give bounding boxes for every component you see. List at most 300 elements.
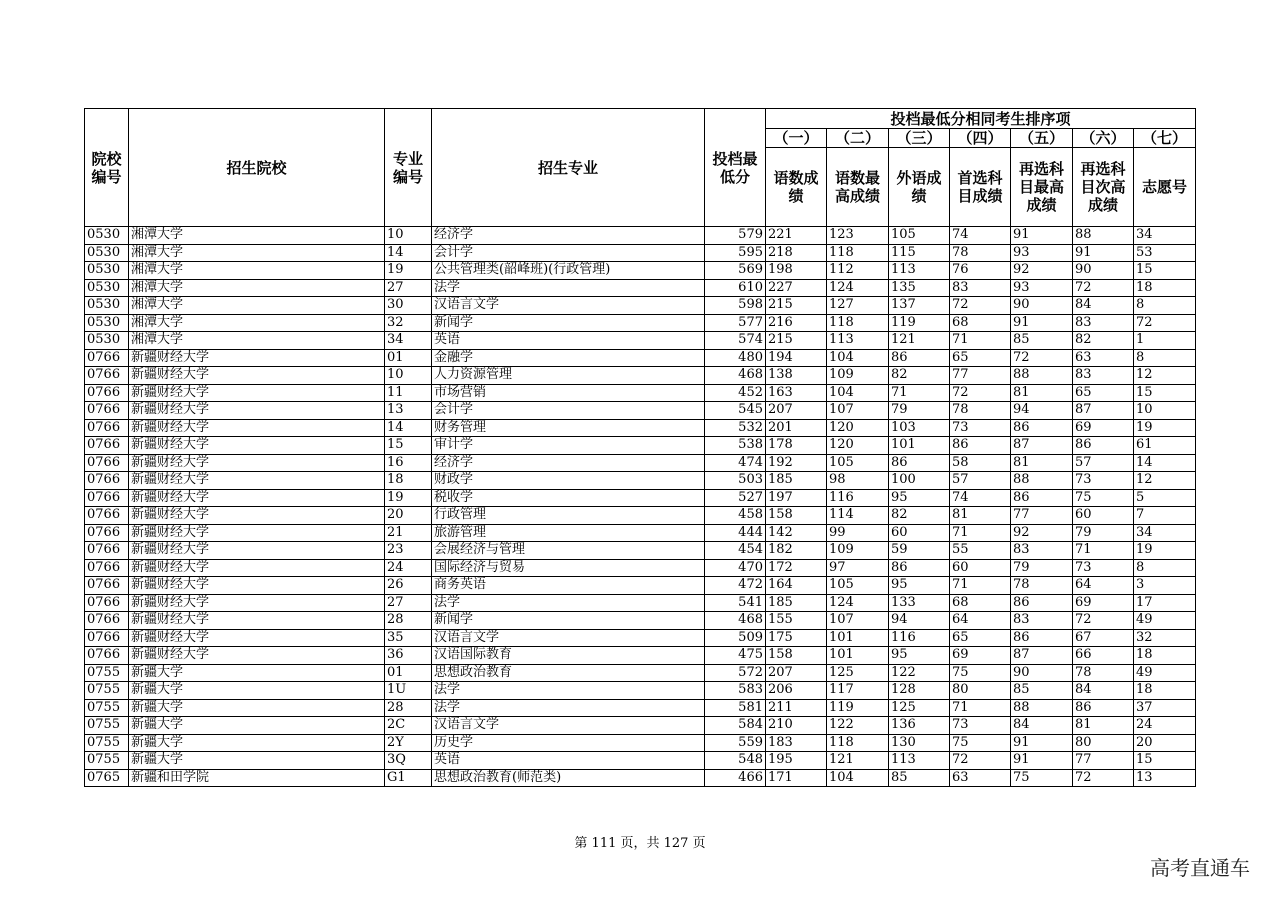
cell-second-next: 77 <box>1073 752 1134 770</box>
cell-first-subject: 72 <box>950 752 1011 770</box>
cell-school-code: 0755 <box>85 664 129 682</box>
cell-wish-number: 15 <box>1134 384 1196 402</box>
table-row <box>85 472 1196 490</box>
table-row <box>85 542 1196 560</box>
cell-school-code: 0530 <box>85 262 129 280</box>
table-row <box>85 262 1196 280</box>
cell-second-next: 72 <box>1073 769 1134 787</box>
cell-foreign-lang: 128 <box>889 682 950 700</box>
cell-second-max: 92 <box>1011 262 1073 280</box>
cell-school-name: 新疆财经大学 <box>129 647 385 665</box>
cell-major-code: 20 <box>385 507 432 525</box>
cell-wish-number: 37 <box>1134 699 1196 717</box>
cell-major-code: 19 <box>385 262 432 280</box>
cell-min-score: 548 <box>705 752 766 770</box>
cell-first-subject: 69 <box>950 647 1011 665</box>
cell-second-max: 86 <box>1011 489 1073 507</box>
cell-second-next: 86 <box>1073 699 1134 717</box>
cell-min-score: 584 <box>705 717 766 735</box>
cell-first-subject: 77 <box>950 367 1011 385</box>
cell-wish-number: 14 <box>1134 454 1196 472</box>
table-row <box>85 717 1196 735</box>
cell-yushu-max: 118 <box>827 314 889 332</box>
cell-second-max: 93 <box>1011 279 1073 297</box>
cell-foreign-lang: 79 <box>889 402 950 420</box>
cell-major-code: 01 <box>385 349 432 367</box>
cell-second-next: 81 <box>1073 717 1134 735</box>
cell-wish-number: 20 <box>1134 734 1196 752</box>
cell-major-code: 35 <box>385 629 432 647</box>
cell-wish-number: 5 <box>1134 489 1196 507</box>
cell-first-subject: 74 <box>950 489 1011 507</box>
cell-foreign-lang: 86 <box>889 559 950 577</box>
cell-foreign-lang: 121 <box>889 332 950 350</box>
cell-yushu-score: 216 <box>766 314 827 332</box>
cell-yushu-max: 118 <box>827 244 889 262</box>
cell-wish-number: 19 <box>1134 419 1196 437</box>
cell-foreign-lang: 94 <box>889 612 950 630</box>
table-row <box>85 507 1196 525</box>
header-major-name: 招生专业 <box>432 109 705 227</box>
cell-first-subject: 76 <box>950 262 1011 280</box>
cell-yushu-max: 109 <box>827 542 889 560</box>
cell-major-name: 汉语言文学 <box>432 629 705 647</box>
cell-yushu-score: 183 <box>766 734 827 752</box>
cell-school-name: 湘潭大学 <box>129 244 385 262</box>
cell-foreign-lang: 95 <box>889 647 950 665</box>
cell-school-name: 新疆财经大学 <box>129 367 385 385</box>
cell-foreign-lang: 103 <box>889 419 950 437</box>
cell-wish-number: 8 <box>1134 297 1196 315</box>
cell-school-name: 新疆财经大学 <box>129 472 385 490</box>
cell-major-code: 2C <box>385 717 432 735</box>
cell-second-max: 91 <box>1011 227 1073 245</box>
cell-first-subject: 65 <box>950 349 1011 367</box>
cell-foreign-lang: 86 <box>889 349 950 367</box>
cell-wish-number: 1 <box>1134 332 1196 350</box>
table-row <box>85 489 1196 507</box>
cell-wish-number: 49 <box>1134 664 1196 682</box>
cell-second-next: 69 <box>1073 594 1134 612</box>
cell-yushu-score: 221 <box>766 227 827 245</box>
cell-yushu-max: 101 <box>827 629 889 647</box>
table-row <box>85 279 1196 297</box>
cell-min-score: 466 <box>705 769 766 787</box>
cell-major-code: 11 <box>385 384 432 402</box>
cell-second-next: 72 <box>1073 612 1134 630</box>
cell-school-name: 新疆财经大学 <box>129 577 385 595</box>
header-sub-number: （五） <box>1011 129 1073 148</box>
cell-major-name: 人力资源管理 <box>432 367 705 385</box>
cell-school-code: 0766 <box>85 559 129 577</box>
cell-foreign-lang: 125 <box>889 699 950 717</box>
cell-school-code: 0755 <box>85 717 129 735</box>
cell-second-next: 84 <box>1073 682 1134 700</box>
cell-first-subject: 75 <box>950 664 1011 682</box>
cell-second-max: 81 <box>1011 384 1073 402</box>
cell-second-next: 86 <box>1073 437 1134 455</box>
cell-major-code: 36 <box>385 647 432 665</box>
cell-major-name: 法学 <box>432 682 705 700</box>
cell-yushu-score: 164 <box>766 577 827 595</box>
cell-major-code: 19 <box>385 489 432 507</box>
cell-min-score: 541 <box>705 594 766 612</box>
cell-major-code: 32 <box>385 314 432 332</box>
cell-first-subject: 60 <box>950 559 1011 577</box>
cell-second-next: 78 <box>1073 664 1134 682</box>
cell-second-next: 65 <box>1073 384 1134 402</box>
cell-school-code: 0766 <box>85 437 129 455</box>
cell-min-score: 577 <box>705 314 766 332</box>
cell-wish-number: 12 <box>1134 367 1196 385</box>
cell-first-subject: 71 <box>950 699 1011 717</box>
cell-first-subject: 81 <box>950 507 1011 525</box>
cell-foreign-lang: 85 <box>889 769 950 787</box>
cell-major-name: 国际经济与贸易 <box>432 559 705 577</box>
cell-foreign-lang: 130 <box>889 734 950 752</box>
cell-yushu-score: 210 <box>766 717 827 735</box>
cell-yushu-max: 113 <box>827 332 889 350</box>
cell-second-max: 86 <box>1011 594 1073 612</box>
cell-first-subject: 63 <box>950 769 1011 787</box>
cell-yushu-score: 163 <box>766 384 827 402</box>
cell-wish-number: 8 <box>1134 559 1196 577</box>
cell-wish-number: 72 <box>1134 314 1196 332</box>
cell-yushu-score: 182 <box>766 542 827 560</box>
cell-min-score: 474 <box>705 454 766 472</box>
cell-first-subject: 71 <box>950 577 1011 595</box>
cell-major-name: 金融学 <box>432 349 705 367</box>
cell-school-code: 0530 <box>85 279 129 297</box>
cell-min-score: 468 <box>705 612 766 630</box>
cell-first-subject: 64 <box>950 612 1011 630</box>
cell-major-code: 14 <box>385 419 432 437</box>
cell-first-subject: 58 <box>950 454 1011 472</box>
cell-min-score: 581 <box>705 699 766 717</box>
cell-major-name: 公共管理类(韶峰班)(行政管理) <box>432 262 705 280</box>
cell-second-max: 90 <box>1011 297 1073 315</box>
cell-second-max: 84 <box>1011 717 1073 735</box>
cell-first-subject: 86 <box>950 437 1011 455</box>
cell-second-max: 92 <box>1011 524 1073 542</box>
cell-min-score: 480 <box>705 349 766 367</box>
cell-yushu-max: 98 <box>827 472 889 490</box>
cell-yushu-max: 112 <box>827 262 889 280</box>
cell-second-next: 82 <box>1073 332 1134 350</box>
cell-yushu-score: 207 <box>766 664 827 682</box>
cell-major-name: 经济学 <box>432 227 705 245</box>
cell-school-code: 0765 <box>85 769 129 787</box>
cell-wish-number: 17 <box>1134 594 1196 612</box>
cell-school-code: 0755 <box>85 682 129 700</box>
cell-yushu-score: 215 <box>766 297 827 315</box>
cell-wish-number: 7 <box>1134 507 1196 525</box>
cell-school-name: 湘潭大学 <box>129 332 385 350</box>
cell-first-subject: 73 <box>950 419 1011 437</box>
cell-major-code: 23 <box>385 542 432 560</box>
cell-yushu-max: 123 <box>827 227 889 245</box>
cell-foreign-lang: 122 <box>889 664 950 682</box>
cell-wish-number: 15 <box>1134 752 1196 770</box>
cell-school-code: 0530 <box>85 314 129 332</box>
cell-foreign-lang: 119 <box>889 314 950 332</box>
cell-min-score: 595 <box>705 244 766 262</box>
cell-major-name: 经济学 <box>432 454 705 472</box>
cell-second-max: 91 <box>1011 734 1073 752</box>
table-row <box>85 612 1196 630</box>
cell-yushu-max: 124 <box>827 594 889 612</box>
cell-min-score: 574 <box>705 332 766 350</box>
cell-foreign-lang: 100 <box>889 472 950 490</box>
table-row <box>85 577 1196 595</box>
cell-school-name: 新疆财经大学 <box>129 542 385 560</box>
cell-major-code: 18 <box>385 472 432 490</box>
cell-yushu-max: 107 <box>827 402 889 420</box>
cell-wish-number: 32 <box>1134 629 1196 647</box>
cell-wish-number: 34 <box>1134 227 1196 245</box>
cell-second-max: 93 <box>1011 244 1073 262</box>
cell-min-score: 569 <box>705 262 766 280</box>
cell-first-subject: 80 <box>950 682 1011 700</box>
cell-yushu-score: 142 <box>766 524 827 542</box>
cell-yushu-max: 118 <box>827 734 889 752</box>
cell-major-code: 2Y <box>385 734 432 752</box>
table-row <box>85 664 1196 682</box>
cell-major-name: 新闻学 <box>432 314 705 332</box>
cell-wish-number: 49 <box>1134 612 1196 630</box>
cell-second-next: 57 <box>1073 454 1134 472</box>
cell-yushu-score: 192 <box>766 454 827 472</box>
table-row <box>85 244 1196 262</box>
cell-min-score: 454 <box>705 542 766 560</box>
cell-school-code: 0766 <box>85 542 129 560</box>
cell-min-score: 572 <box>705 664 766 682</box>
cell-yushu-score: 171 <box>766 769 827 787</box>
cell-yushu-max: 107 <box>827 612 889 630</box>
cell-foreign-lang: 137 <box>889 297 950 315</box>
cell-min-score: 503 <box>705 472 766 490</box>
cell-school-code: 0766 <box>85 629 129 647</box>
cell-major-name: 财政学 <box>432 472 705 490</box>
cell-min-score: 444 <box>705 524 766 542</box>
cell-yushu-score: 185 <box>766 472 827 490</box>
cell-second-next: 79 <box>1073 524 1134 542</box>
cell-school-name: 湘潭大学 <box>129 279 385 297</box>
cell-major-code: 27 <box>385 279 432 297</box>
cell-first-subject: 73 <box>950 717 1011 735</box>
table-row <box>85 734 1196 752</box>
cell-school-code: 0755 <box>85 734 129 752</box>
table-row <box>85 384 1196 402</box>
cell-major-name: 会展经济与管理 <box>432 542 705 560</box>
cell-first-subject: 55 <box>950 542 1011 560</box>
cell-yushu-score: 211 <box>766 699 827 717</box>
header-sub-number: （七） <box>1134 129 1196 148</box>
cell-first-subject: 83 <box>950 279 1011 297</box>
header-sub-number: （六） <box>1073 129 1134 148</box>
cell-school-name: 新疆大学 <box>129 682 385 700</box>
cell-second-next: 84 <box>1073 297 1134 315</box>
cell-second-max: 88 <box>1011 367 1073 385</box>
cell-major-name: 市场营销 <box>432 384 705 402</box>
cell-second-max: 85 <box>1011 332 1073 350</box>
cell-min-score: 470 <box>705 559 766 577</box>
cell-school-code: 0530 <box>85 244 129 262</box>
cell-major-code: 26 <box>385 577 432 595</box>
cell-wish-number: 61 <box>1134 437 1196 455</box>
cell-min-score: 472 <box>705 577 766 595</box>
cell-wish-number: 3 <box>1134 577 1196 595</box>
cell-second-next: 83 <box>1073 314 1134 332</box>
table-row <box>85 419 1196 437</box>
cell-major-name: 法学 <box>432 699 705 717</box>
cell-yushu-max: 104 <box>827 384 889 402</box>
cell-first-subject: 74 <box>950 227 1011 245</box>
cell-first-subject: 65 <box>950 629 1011 647</box>
cell-second-max: 83 <box>1011 612 1073 630</box>
header-sub-number: （四） <box>950 129 1011 148</box>
cell-min-score: 559 <box>705 734 766 752</box>
header-sub-label: 语数成绩 <box>766 148 827 227</box>
cell-yushu-score: 197 <box>766 489 827 507</box>
cell-wish-number: 24 <box>1134 717 1196 735</box>
cell-foreign-lang: 116 <box>889 629 950 647</box>
cell-foreign-lang: 113 <box>889 262 950 280</box>
cell-wish-number: 10 <box>1134 402 1196 420</box>
cell-first-subject: 71 <box>950 524 1011 542</box>
cell-first-subject: 68 <box>950 594 1011 612</box>
table-row <box>85 227 1196 245</box>
cell-yushu-max: 109 <box>827 367 889 385</box>
cell-major-name: 法学 <box>432 594 705 612</box>
cell-yushu-score: 175 <box>766 629 827 647</box>
cell-min-score: 538 <box>705 437 766 455</box>
cell-major-name: 英语 <box>432 332 705 350</box>
table-row <box>85 769 1196 787</box>
cell-school-name: 新疆财经大学 <box>129 349 385 367</box>
cell-school-code: 0766 <box>85 524 129 542</box>
cell-first-subject: 57 <box>950 472 1011 490</box>
cell-second-max: 88 <box>1011 699 1073 717</box>
cell-foreign-lang: 82 <box>889 507 950 525</box>
cell-major-code: 24 <box>385 559 432 577</box>
cell-yushu-max: 114 <box>827 507 889 525</box>
cell-second-next: 64 <box>1073 577 1134 595</box>
cell-first-subject: 75 <box>950 734 1011 752</box>
cell-school-name: 新疆大学 <box>129 717 385 735</box>
cell-school-name: 新疆财经大学 <box>129 437 385 455</box>
cell-second-next: 88 <box>1073 227 1134 245</box>
cell-major-name: 英语 <box>432 752 705 770</box>
cell-second-max: 86 <box>1011 419 1073 437</box>
cell-second-max: 79 <box>1011 559 1073 577</box>
cell-min-score: 532 <box>705 419 766 437</box>
cell-major-name: 思想政治教育 <box>432 664 705 682</box>
cell-foreign-lang: 136 <box>889 717 950 735</box>
cell-second-next: 90 <box>1073 262 1134 280</box>
cell-major-code: 15 <box>385 437 432 455</box>
cell-first-subject: 68 <box>950 314 1011 332</box>
table-header <box>85 109 1196 227</box>
cell-school-code: 0766 <box>85 454 129 472</box>
header-school-code: 院校编号 <box>85 109 129 227</box>
cell-second-max: 87 <box>1011 647 1073 665</box>
cell-yushu-score: 158 <box>766 507 827 525</box>
cell-foreign-lang: 101 <box>889 437 950 455</box>
cell-yushu-max: 120 <box>827 437 889 455</box>
cell-foreign-lang: 59 <box>889 542 950 560</box>
cell-min-score: 583 <box>705 682 766 700</box>
cell-yushu-score: 194 <box>766 349 827 367</box>
cell-second-max: 77 <box>1011 507 1073 525</box>
cell-yushu-score: 158 <box>766 647 827 665</box>
cell-major-code: 27 <box>385 594 432 612</box>
cell-second-max: 91 <box>1011 752 1073 770</box>
cell-school-name: 湘潭大学 <box>129 262 385 280</box>
table-row <box>85 559 1196 577</box>
cell-wish-number: 18 <box>1134 647 1196 665</box>
table-row <box>85 454 1196 472</box>
cell-school-name: 新疆财经大学 <box>129 384 385 402</box>
header-school-name: 招生院校 <box>129 109 385 227</box>
cell-school-name: 新疆大学 <box>129 734 385 752</box>
cell-school-name: 新疆财经大学 <box>129 524 385 542</box>
cell-first-subject: 78 <box>950 244 1011 262</box>
cell-second-next: 73 <box>1073 472 1134 490</box>
cell-yushu-max: 120 <box>827 419 889 437</box>
cell-second-max: 94 <box>1011 402 1073 420</box>
cell-major-name: 会计学 <box>432 244 705 262</box>
cell-min-score: 545 <box>705 402 766 420</box>
table-row <box>85 402 1196 420</box>
cell-major-name: 商务英语 <box>432 577 705 595</box>
cell-school-name: 新疆财经大学 <box>129 559 385 577</box>
cell-min-score: 475 <box>705 647 766 665</box>
cell-major-name: 法学 <box>432 279 705 297</box>
cell-school-code: 0766 <box>85 402 129 420</box>
cell-school-name: 湘潭大学 <box>129 314 385 332</box>
cell-major-name: 汉语言文学 <box>432 717 705 735</box>
cell-school-name: 新疆大学 <box>129 699 385 717</box>
cell-second-next: 71 <box>1073 542 1134 560</box>
cell-major-name: 历史学 <box>432 734 705 752</box>
cell-yushu-max: 116 <box>827 489 889 507</box>
cell-second-max: 88 <box>1011 472 1073 490</box>
table-row <box>85 752 1196 770</box>
table-row <box>85 314 1196 332</box>
cell-school-code: 0766 <box>85 577 129 595</box>
header-sub-label: 再选科目次高成绩 <box>1073 148 1134 227</box>
watermark-logo-text: 高考直通车 <box>1150 856 1250 880</box>
cell-second-max: 86 <box>1011 629 1073 647</box>
cell-foreign-lang: 82 <box>889 367 950 385</box>
header-sub-label: 语数最高成绩 <box>827 148 889 227</box>
header-sub-label: 首选科目成绩 <box>950 148 1011 227</box>
cell-second-next: 83 <box>1073 367 1134 385</box>
cell-foreign-lang: 135 <box>889 279 950 297</box>
cell-foreign-lang: 133 <box>889 594 950 612</box>
cell-second-next: 67 <box>1073 629 1134 647</box>
cell-major-name: 税收学 <box>432 489 705 507</box>
cell-first-subject: 72 <box>950 297 1011 315</box>
cell-yushu-max: 105 <box>827 454 889 472</box>
cell-wish-number: 8 <box>1134 349 1196 367</box>
cell-school-code: 0766 <box>85 419 129 437</box>
header-sub-number: （三） <box>889 129 950 148</box>
cell-school-code: 0766 <box>85 647 129 665</box>
cell-school-name: 新疆财经大学 <box>129 629 385 647</box>
cell-yushu-max: 105 <box>827 577 889 595</box>
